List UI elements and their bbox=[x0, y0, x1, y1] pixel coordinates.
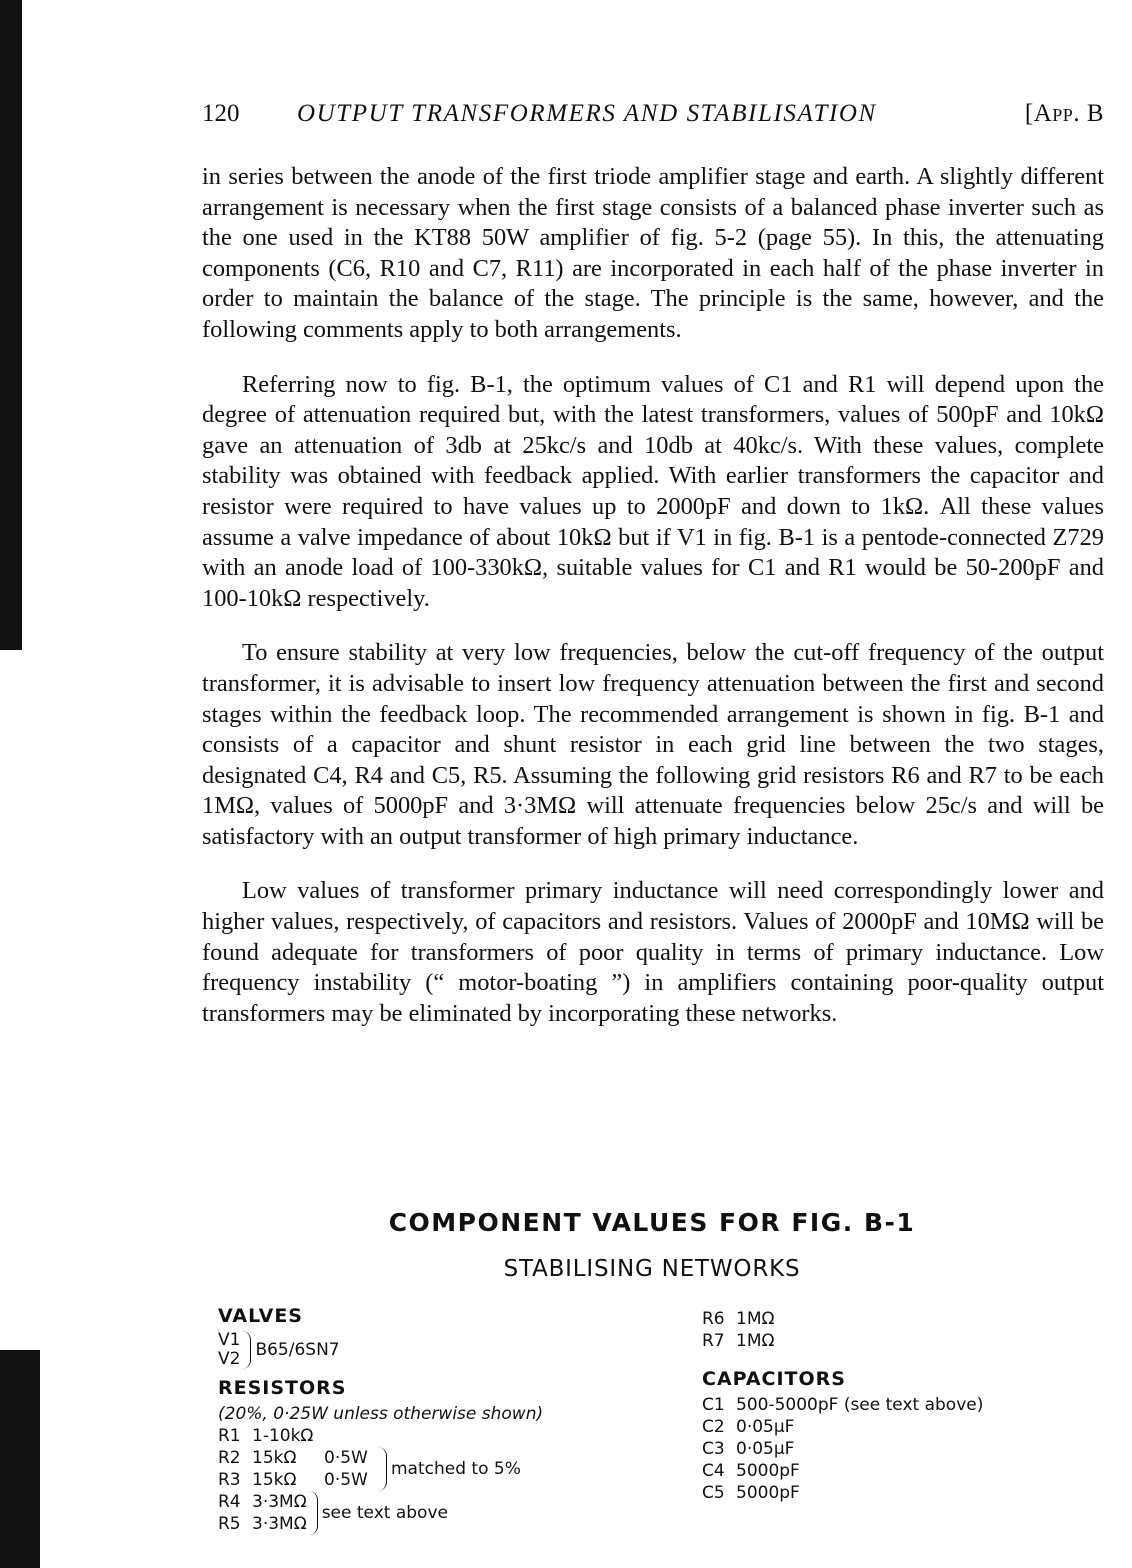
valves-heading: VALVES bbox=[218, 1305, 303, 1327]
brace-mark bbox=[309, 1491, 318, 1535]
component-list-right bbox=[702, 1308, 1102, 1504]
resistor-row bbox=[218, 1491, 307, 1513]
capacitor-id: C2 bbox=[702, 1417, 725, 1437]
page-number: 120 bbox=[202, 100, 240, 127]
resistor-value: 1-10kΩ bbox=[252, 1426, 314, 1446]
capacitor-id: C4 bbox=[702, 1461, 725, 1481]
capacitor-id: C3 bbox=[702, 1439, 725, 1459]
valves-group bbox=[218, 1331, 658, 1369]
paragraph: Low values of transformer primary inductance will need correspondingly lower and higher values, respectively, of capacitors and resistors. Values of 2000pF and 10MΩ will be found adequate for transformers of poor quality in terms of primary inductance. Low frequency instability (“ motor-boating ”) in amplifiers containing poor-quality output transformers may be eliminated by incorporating these networks. bbox=[202, 877, 1104, 1027]
component-values-subtitle: STABILISING NETWORKS bbox=[503, 1256, 801, 1282]
resistors-note: (20%, 0·25W unless otherwise shown) bbox=[218, 1404, 544, 1424]
capacitor-row bbox=[702, 1460, 1102, 1482]
body-text bbox=[202, 162, 1104, 1053]
matched-resistors-group bbox=[218, 1447, 658, 1491]
capacitor-row bbox=[702, 1394, 1102, 1416]
capacitor-value: 0·05μF bbox=[736, 1439, 795, 1459]
resistor-row bbox=[218, 1425, 658, 1447]
resistor-row bbox=[218, 1513, 307, 1535]
resistors-heading: RESISTORS bbox=[218, 1377, 347, 1399]
capacitors-heading: CAPACITORS bbox=[702, 1368, 846, 1390]
capacitor-id: C5 bbox=[702, 1483, 725, 1503]
component-list-left bbox=[218, 1305, 658, 1535]
resistor-id: R2 bbox=[218, 1448, 241, 1468]
section-label: [App. B bbox=[1024, 100, 1104, 127]
resistor-value: 15kΩ bbox=[252, 1470, 297, 1490]
scan-edge-dark bbox=[0, 0, 22, 650]
capacitor-row bbox=[702, 1416, 1102, 1438]
capacitor-row bbox=[702, 1438, 1102, 1460]
running-title: OUTPUT TRANSFORMERS AND STABILISATION bbox=[297, 100, 877, 127]
resistor-row bbox=[702, 1330, 1102, 1352]
brace-mark bbox=[242, 1331, 251, 1369]
resistor-id: R6 bbox=[702, 1309, 725, 1329]
resistor-rating: 0·5W bbox=[324, 1470, 368, 1490]
scan-edge-dark bbox=[0, 1350, 40, 1568]
resistor-id: R5 bbox=[218, 1514, 241, 1534]
see-text-resistors-group bbox=[218, 1491, 658, 1535]
brace-mark bbox=[378, 1447, 387, 1491]
resistor-id: R4 bbox=[218, 1492, 241, 1512]
resistor-id: R7 bbox=[702, 1331, 725, 1351]
paragraph: To ensure stability at very low frequencies, below the cut-off frequency of the output transformer, it is advisable to insert low frequency attenuation between the first and second stages within the feedback loop. The recommended arrangement is shown in fig. B-1 and consists of a capacitor and shunt resistor in each grid line between the two stages, designated C4, R4 and C5, R5. Assuming the following grid resistors R6 and R7 to be each 1MΩ, values of 5000pF and 3·3MΩ will attenuate frequencies below 25c/s and will be satisfactory with an output transformer of high primary inductance. bbox=[202, 639, 1104, 850]
paragraph: in series between the anode of the first triode amplifier stage and earth. A slightly different arrangement is necessary when the first stage consists of a balanced phase inverter such as the one used in the KT88 50W amplifier of fig. 5-2 (page 55). In this, the attenuating components (C6, R10 and C7, R11) are incorporated in each half of the phase inverter in order to maintain the balance of the stage. The principle is the same, however, and the following comments apply to both arrangements. bbox=[202, 163, 1104, 343]
resistor-row bbox=[218, 1447, 376, 1469]
capacitor-row bbox=[702, 1482, 1102, 1504]
resistor-id: R1 bbox=[218, 1426, 241, 1446]
resistor-value: 3·3MΩ bbox=[252, 1492, 307, 1512]
resistor-row bbox=[702, 1308, 1102, 1330]
paragraph: Referring now to fig. B-1, the optimum values of C1 and R1 will depend upon the degree of attenuation required but, with the latest transformers, values of 500pF and 10kΩ gave an attenuation of 3db at 25kc/s and 10db at 40kc/s. With these values, complete stability was obtained with feedback applied. With earlier transformers the capacitor and resistor were required to have values up to 2000pF and down to 1kΩ. All these values assume a valve impedance of about 10kΩ but if V1 in fig. B-1 is a pentode-connected Z729 with an anode load of 100-330kΩ, suitable values for C1 and R1 would be 50-200pF and 100-10kΩ respectively. bbox=[202, 370, 1104, 612]
resistor-id: R3 bbox=[218, 1470, 241, 1490]
resistor-rating: 0·5W bbox=[324, 1448, 368, 1468]
valve-id: V1 bbox=[218, 1330, 241, 1350]
valve-id: V2 bbox=[218, 1349, 241, 1369]
resistor-value: 3·3MΩ bbox=[252, 1514, 307, 1534]
capacitor-value: 0·05μF bbox=[736, 1417, 795, 1437]
capacitor-value: 5000pF bbox=[736, 1461, 800, 1481]
resistor-row bbox=[218, 1469, 376, 1491]
see-text-note: see text above bbox=[321, 1503, 448, 1523]
running-head bbox=[202, 100, 1106, 134]
capacitor-value: 5000pF bbox=[736, 1483, 800, 1503]
resistor-value: 15kΩ bbox=[252, 1448, 297, 1468]
matched-note: matched to 5% bbox=[391, 1459, 521, 1479]
resistor-value: 1MΩ bbox=[736, 1309, 775, 1329]
capacitor-id: C1 bbox=[702, 1395, 725, 1415]
capacitor-value: 500-5000pF (see text above) bbox=[736, 1395, 984, 1415]
valve-type: B65/6SN7 bbox=[255, 1340, 340, 1360]
component-values-title: COMPONENT VALUES FOR FIG. B-1 bbox=[388, 1208, 916, 1237]
resistor-value: 1MΩ bbox=[736, 1331, 775, 1351]
